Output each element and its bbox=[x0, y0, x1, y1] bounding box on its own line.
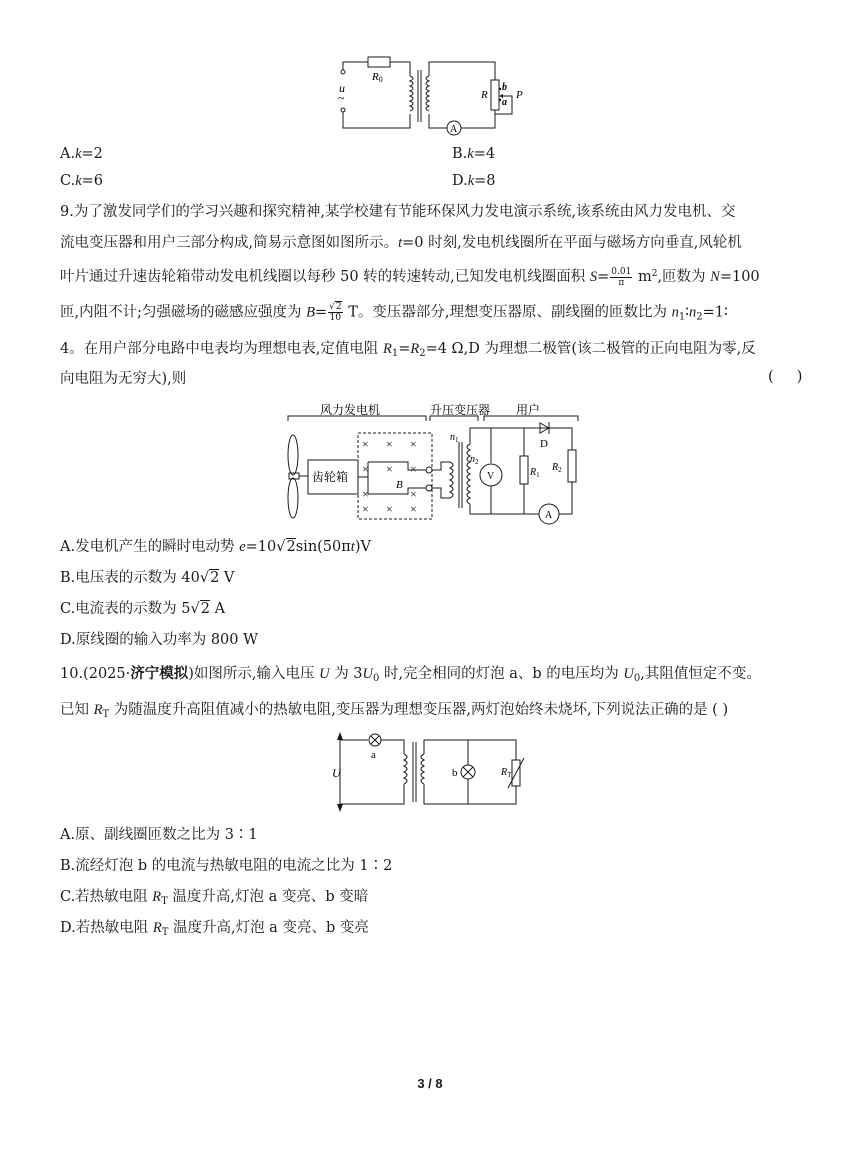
fig-section-user: 用户 bbox=[516, 403, 541, 417]
fig-lamp-b-label: b bbox=[452, 767, 458, 779]
q9-stem-line3: 叶片通过升速齿轮箱带动发电机线圈以每秒 50 转的转速转动,已知发电机线圈面积 S= $\frac{0.01}{\pi}$ $m^2$,匝数为 N=100 bbox=[60, 266, 760, 288]
fig-gearbox-label: 齿轮箱 bbox=[312, 470, 349, 484]
fig-diode-label: D bbox=[540, 438, 548, 450]
svg-text:×: × bbox=[386, 437, 393, 451]
fig-r2-label: $R_2$ bbox=[552, 462, 562, 474]
q10-option-b[interactable]: B.流经灯泡 b 的电流与热敏电阻的电流之比为 1∶2 bbox=[60, 858, 393, 874]
q9-answer-blank[interactable]: ( ) bbox=[768, 369, 803, 385]
fig-ammeter-label: A bbox=[450, 124, 458, 135]
svg-text:×: × bbox=[362, 502, 369, 516]
svg-text:×: × bbox=[362, 487, 369, 501]
svg-text:×: × bbox=[386, 502, 393, 516]
svg-text:×: × bbox=[410, 462, 417, 476]
fig-r0-label: R0 bbox=[372, 71, 383, 84]
q8-option-c[interactable]: C.k=6 bbox=[60, 173, 103, 189]
fig-rt-label: $R_T$ bbox=[501, 767, 512, 779]
thermistor-circuit-figure bbox=[328, 728, 528, 812]
fig-tilde-label: ~ bbox=[338, 91, 345, 105]
fig-b-field-label: B bbox=[396, 479, 403, 491]
q9-stem-line1: 9.为了激发同学们的学习兴趣和探究精神,某学校建有节能环保风力发电演示系统,该系统由风力发电机、交 bbox=[60, 204, 736, 220]
fig-b-label: b bbox=[502, 82, 507, 93]
fig-u-label: u bbox=[339, 81, 345, 95]
fig-lamp-a-label: a bbox=[371, 749, 376, 761]
fig-ammeter2-label: A bbox=[545, 510, 553, 521]
fig-section-transformer: 升压变压器 bbox=[430, 403, 491, 417]
fig-p-label: P bbox=[516, 89, 523, 101]
q10-option-c[interactable]: C.若热敏电阻 $R_T$ 温度升高,灯泡 a 变亮、b 变暗 bbox=[60, 889, 369, 907]
q9-stem-line2: 流电变压器和用户三部分构成,简易示意图如图所示。t=0 时刻,发电机线圈所在平面与磁场方向垂直,风轮机 bbox=[60, 235, 742, 251]
fig-a-label: a bbox=[502, 97, 507, 108]
svg-text:×: × bbox=[410, 487, 417, 501]
magnetic-field-crosses bbox=[362, 437, 417, 516]
page-number: 3 / 8 bbox=[417, 1076, 443, 1091]
q9-stem-line6: 向电阻为无穷大),则 bbox=[60, 371, 187, 387]
fig-U-label: U bbox=[332, 766, 341, 780]
svg-text:×: × bbox=[362, 437, 369, 451]
svg-text:×: × bbox=[410, 502, 417, 516]
q9-option-c[interactable]: C.电流表的示数为 5√2 A bbox=[60, 601, 226, 617]
svg-text:×: × bbox=[410, 437, 417, 451]
q8-option-a[interactable]: A.k=2 bbox=[60, 146, 103, 162]
q10-option-a[interactable]: A.原、副线圈匝数之比为 3∶1 bbox=[60, 827, 258, 843]
fig-n2-label: $n_2$ bbox=[470, 454, 479, 466]
svg-text:×: × bbox=[362, 462, 369, 476]
fig-r1-label: $R_1$ bbox=[530, 467, 540, 479]
b-field-fraction: $\frac{√2}{10}$ bbox=[329, 302, 342, 323]
q10-option-d[interactable]: D.若热敏电阻 $R_T$ 温度升高,灯泡 a 变亮、b 变亮 bbox=[60, 920, 369, 938]
q10-stem-line1: 10.(2025·济宁模拟)如图所示,输入电压 U 为 $3U_0$ 时,完全相同的灯泡 a、b 的电压均为 $U_0$,其阻值恒定不变。 bbox=[60, 665, 761, 684]
q9-option-a[interactable]: A.发电机产生的瞬时电动势 e=10√2sin(50πt)V bbox=[60, 539, 371, 555]
q9-option-b[interactable]: B.电压表的示数为 40√2 V bbox=[60, 570, 235, 586]
wind-generator-figure bbox=[278, 400, 588, 530]
fig-r-label: R bbox=[481, 89, 488, 101]
fig-n1-label: $n_1$ bbox=[450, 432, 459, 444]
turbine-blades-icon bbox=[288, 435, 308, 518]
area-fraction: $\frac{0.01}{\pi}$ bbox=[611, 266, 632, 288]
fig-voltmeter-label: V bbox=[487, 471, 495, 482]
q9-stem-line5: 4。在用户部分电路中电表均为理想电表,定值电阻 $R_1=R_2=4$ Ω,D 为理想二极管(该二极管的正向电阻为零,反 bbox=[60, 341, 756, 359]
q9-stem-line4: 匝,内阻不计;匀强磁场的磁感应强度为 B= $\frac{√2}{10}$ T。变压器部分,理想变压器原、副线圈的匝数比为 $n_1∶n_2=1∶$ bbox=[60, 302, 728, 323]
fig-section-generator: 风力发电机 bbox=[320, 403, 381, 417]
q8-option-d[interactable]: D.k=8 bbox=[452, 173, 496, 189]
svg-text:×: × bbox=[386, 462, 393, 476]
q9-option-d[interactable]: D.原线圈的输入功率为 800 W bbox=[60, 632, 259, 648]
q8-option-b[interactable]: B.k=4 bbox=[452, 146, 496, 162]
q10-stem-line2: 已知 $R_T$ 为随温度升高阻值减小的热敏电阻,变压器为理想变压器,两灯泡始终未烧坏,下列说法正确的是 ( ) bbox=[60, 702, 729, 720]
transformer-circuit-figure bbox=[330, 40, 530, 140]
